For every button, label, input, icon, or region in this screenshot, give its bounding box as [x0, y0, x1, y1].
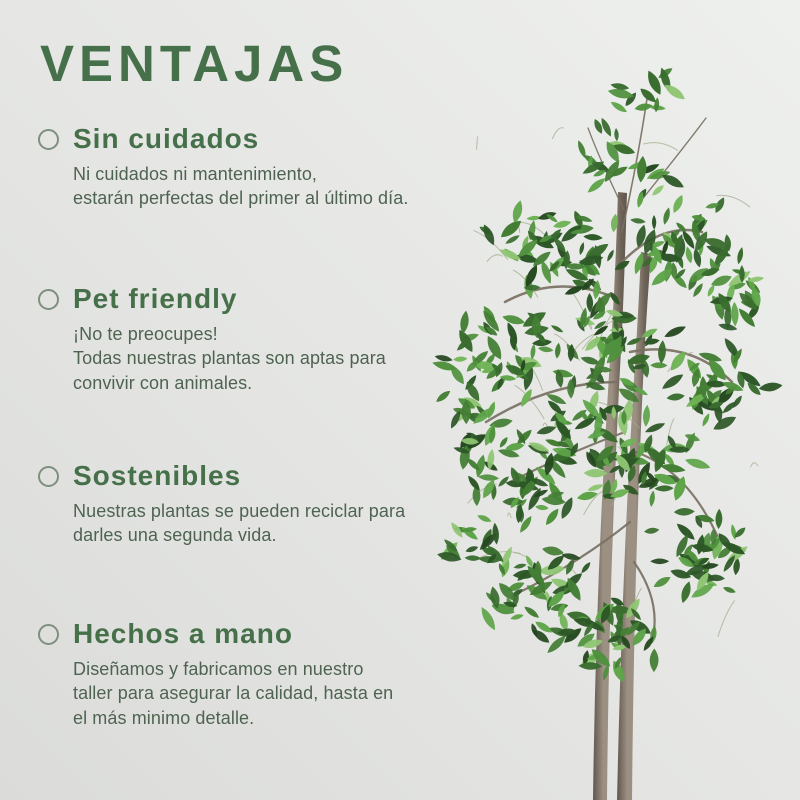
- feature-body-line: convivir con animales.: [73, 372, 253, 393]
- feature-heading: Pet friendly: [73, 283, 238, 314]
- feature-body-line: Diseñamos y fabricamos en nuestro: [73, 658, 364, 679]
- feature-sostenibles: [38, 461, 468, 548]
- feature-body-line: Nuestras plantas se pueden reciclar para: [73, 500, 406, 521]
- feature-body-line: taller para asegurar la calidad, hasta en: [73, 683, 394, 704]
- feature-body-line: darles una segunda vida.: [73, 525, 277, 546]
- feature-heading: Sostenibles: [73, 460, 242, 491]
- feature-body-line: el más minimo detalle.: [73, 707, 255, 728]
- feature-body-line: Todas nuestras plantas son aptas para: [73, 348, 386, 369]
- feature-body-line: ¡No te preocupes!: [73, 323, 218, 344]
- bullet-circle-icon: [38, 466, 59, 487]
- feature-pet-friendly: [38, 284, 468, 395]
- bullet-circle-icon: [38, 624, 59, 645]
- feature-sin-cuidados: [38, 124, 468, 211]
- feature-hechos-a-mano: [38, 619, 468, 730]
- feature-heading: Sin cuidados: [73, 123, 260, 154]
- page-title: VENTAJAS: [40, 35, 349, 92]
- feature-body-line: Ni cuidados ni mantenimiento,: [73, 163, 318, 184]
- bullet-circle-icon: [38, 289, 59, 310]
- feature-body-line: estarán perfectas del primer al último día.: [73, 188, 409, 209]
- feature-heading: Hechos a mano: [73, 618, 293, 649]
- bullet-circle-icon: [38, 129, 59, 150]
